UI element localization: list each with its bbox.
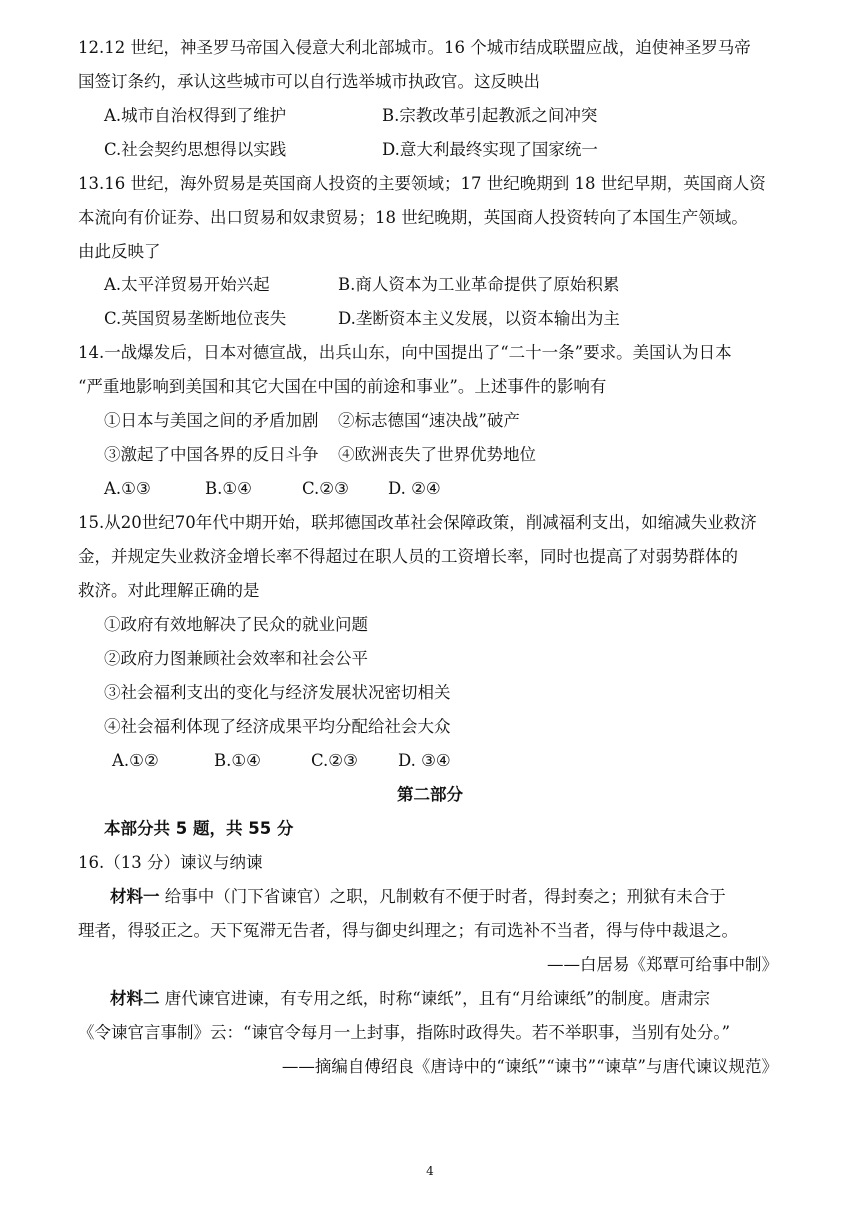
q12-option-b: B.宗教改革引起教派之间冲突 bbox=[382, 106, 598, 125]
q13-stem-line2: 本流向有价证券、出口贸易和奴隶贸易；18 世纪晚期，英国商人投资转向了本国生产领域。 bbox=[78, 208, 748, 227]
q12-option-c: C.社会契约思想得以实践 bbox=[104, 140, 287, 159]
q14-statement-3: ③激起了中国各界的反日斗争 bbox=[104, 445, 319, 464]
q16-material2-line2: 《令谏官言事制》云：“谏官令每月一上封事，指陈时政得失。若不举职事，当别有处分。” bbox=[78, 1023, 731, 1042]
q15-statement-1: ①政府有效地解决了民众的就业问题 bbox=[104, 615, 368, 634]
q16-material1-label: 材料一 bbox=[110, 887, 160, 906]
q13-stem-line1: 13.16 世纪，海外贸易是英国商人投资的主要领域；17 世纪晚期到 18 世纪早期，英国商人资 bbox=[78, 174, 766, 193]
q16-material1-text1: 给事中（门下省谏官）之职，凡制敕有不便于时者，得封奏之；刑狱有未合于 bbox=[159, 887, 726, 906]
q13-option-c: C.英国贸易垄断地位丧失 bbox=[104, 309, 287, 328]
q15-statement-3: ③社会福利支出的变化与经济发展状况密切相关 bbox=[104, 683, 451, 702]
q15-option-d: D. ③④ bbox=[398, 751, 451, 770]
q15-option-c: C.②③ bbox=[311, 751, 358, 770]
q14-option-b: B.①④ bbox=[205, 479, 252, 498]
q13-option-b: B.商人资本为工业革命提供了原始积累 bbox=[338, 275, 620, 294]
q13-option-d: D.垄断资本主义发展，以资本输出为主 bbox=[338, 309, 620, 328]
q12-stem-line2: 国签订条约，承认这些城市可以自行选举城市执政官。这反映出 bbox=[78, 72, 540, 91]
q14-statement-2: ②标志德国“速决战”破产 bbox=[338, 411, 520, 430]
q16-title: 16.（13 分）谏议与纳谏 bbox=[78, 853, 263, 872]
q16-material1-source: ——白居易《郑覃可给事中制》 bbox=[547, 955, 778, 974]
q13-stem-line3: 由此反映了 bbox=[78, 242, 161, 261]
q14-option-a: A.①③ bbox=[104, 479, 151, 498]
q14-stem-line2: “严重地影响到美国和其它大国在中国的前途和事业”。上述事件的影响有 bbox=[78, 377, 607, 396]
q14-statement-1: ①日本与美国之间的矛盾加剧 bbox=[104, 411, 319, 430]
q16-material2-line1 bbox=[110, 987, 710, 1011]
q16-material2-text1: 唐代谏官进谏，有专用之纸，时称“谏纸”，且有“月给谏纸”的制度。唐肃宗 bbox=[159, 989, 710, 1008]
q16-material1-line2: 理者，得驳正之。天下冤滞无告者，得与御史纠理之；有司选补不当者，得与侍中裁退之。 bbox=[78, 921, 738, 940]
q12-stem-line1: 12.12 世纪，神圣罗马帝国入侵意大利北部城市。16 个城市结成联盟应战，迫使神圣罗马帝 bbox=[78, 38, 751, 57]
q15-stem-line2: 金，并规定失业救济金增长率不得超过在职人员的工资增长率，同时也提高了对弱势群体的 bbox=[78, 547, 738, 566]
q14-stem-line1: 14.一战爆发后，日本对德宣战，出兵山东，向中国提出了“二十一条”要求。美国认为日本 bbox=[78, 343, 732, 362]
part2-description: 本部分共 5 题，共 55 分 bbox=[104, 819, 294, 838]
q13-option-a: A.太平洋贸易开始兴起 bbox=[104, 275, 270, 294]
q14-option-d: D. ②④ bbox=[388, 479, 441, 498]
q15-statement-2: ②政府力图兼顾社会效率和社会公平 bbox=[104, 649, 368, 668]
q14-option-c: C.②③ bbox=[302, 479, 349, 498]
q15-option-a: A.①② bbox=[112, 751, 159, 770]
q15-statement-4: ④社会福利体现了经济成果平均分配给社会大众 bbox=[104, 717, 451, 736]
q15-option-b: B.①④ bbox=[214, 751, 261, 770]
q16-material2-label: 材料二 bbox=[110, 989, 160, 1008]
part2-title: 第二部分 bbox=[397, 785, 463, 804]
q15-stem-line1: 15.从20世纪70年代中期开始，联邦德国改革社会保障政策，削减福利支出，如缩减失业救济 bbox=[78, 513, 757, 532]
q14-statement-4: ④欧洲丧失了世界优势地位 bbox=[338, 445, 536, 464]
q16-material1-line1 bbox=[110, 885, 726, 909]
q12-option-d: D.意大利最终实现了国家统一 bbox=[382, 140, 598, 159]
q12-option-a: A.城市自治权得到了维护 bbox=[104, 106, 287, 125]
q15-stem-line3: 救济。对此理解正确的是 bbox=[78, 581, 260, 600]
q16-material2-source: ——摘编自傅绍良《唐诗中的“谏纸”“谏书”“谏草”与唐代谏议规范》 bbox=[281, 1057, 778, 1076]
page-number: 4 bbox=[426, 1164, 434, 1178]
